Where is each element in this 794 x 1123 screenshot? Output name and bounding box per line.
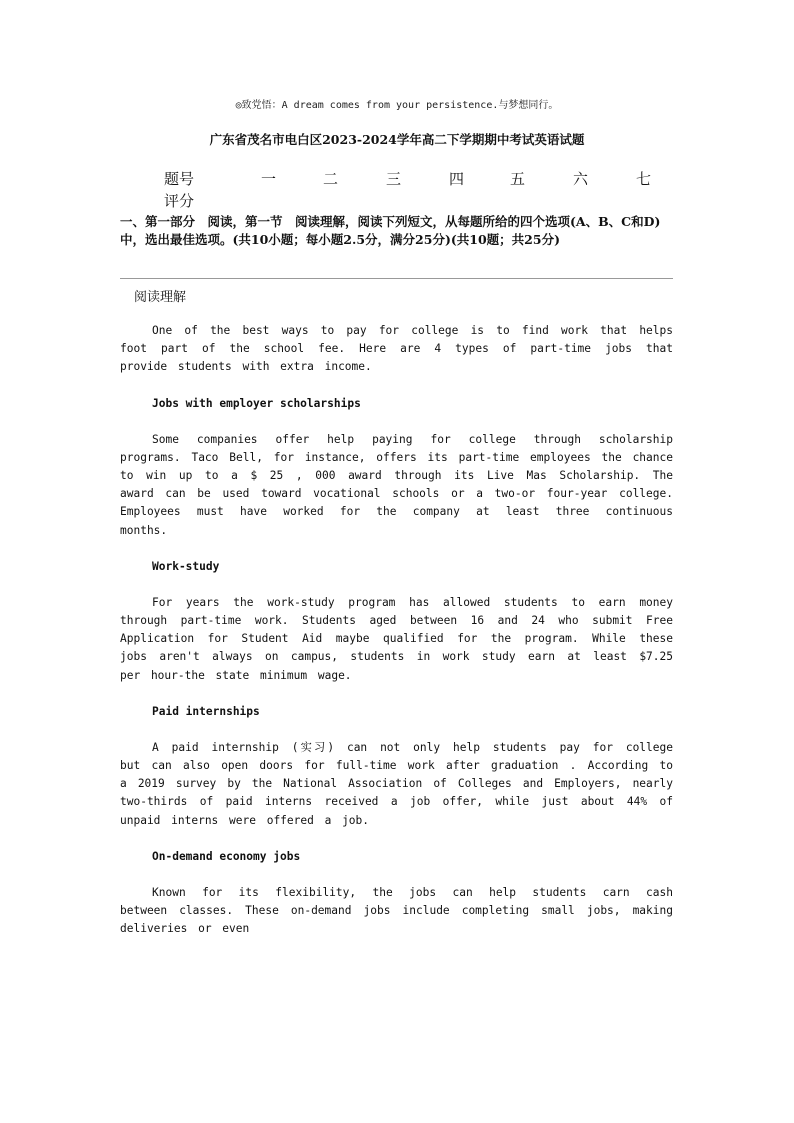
score-col-3: 三 (386, 170, 402, 188)
passage-heading: Work-study (152, 559, 220, 573)
divider (120, 278, 673, 279)
passage-heading: Paid internships (152, 704, 260, 718)
score-col-4: 四 (449, 170, 465, 188)
score-row-label: 评分 (164, 192, 195, 210)
score-col-5: 五 (510, 170, 526, 188)
score-col-1: 一 (261, 170, 277, 188)
passage-paragraph: Some companies offer help paying for college through scholarship programs. Taco Bell, for instance, offers its part-time employees the chance to win up to a $ 25 , 000 award through its Live Mas Scholarship. The award can be used toward vocational schools or a two-or four-year college. Employees must have worked for the company at least three continuous months. (120, 432, 673, 537)
passage-paragraph: Known for its flexibility, the jobs can help students carn cash between classes. These on-demand jobs include completing small jobs, making deliveries or even (120, 885, 673, 936)
score-col-6: 六 (573, 170, 589, 188)
score-row-label: 题号 (164, 170, 195, 188)
section-instructions: 一、第一部分 阅读，第一节 阅读理解，阅读下列短文，从每题所给的四个选项(A、B、C和D)中，选出最佳选项。(共10小题；每小题2.5分，满分25分)(共10题；共25分) (120, 214, 661, 247)
exam-title: 广东省茂名市电白区2023-2024学年高二下学期期中考试英语试题 (209, 132, 585, 147)
passage-heading: Jobs with employer scholarships (152, 396, 361, 410)
passage-heading: On-demand economy jobs (152, 849, 301, 863)
passage-paragraph: One of the best ways to pay for college is to find work that helps foot part of the school fee. Here are 4 types of part-time jobs that provide students with extra income. (120, 324, 673, 374)
score-col-2: 二 (323, 170, 339, 188)
reading-passage (120, 322, 673, 956)
score-col-7: 七 (636, 170, 652, 188)
passage-paragraph: A paid internship (实习) can not only help students pay for college but can also open doors for full-time work after graduation . According to a 2019 survey by the National Association of Colleges and Employers, nearly two-thirds of paid interns received a job offer, while just about 44% of unpaid interns were offered a job. (120, 740, 673, 827)
score-table-row-score (164, 190, 674, 210)
score-table-row-number (164, 168, 674, 188)
page-header-motto: ◎致党悟：A dream comes from your persistence.与梦想同行。 (235, 100, 559, 111)
passage-paragraph: For years the work-study program has allowed students to earn money through part-time work. Students aged between 16 and 24 who submit Free Application for Student Aid maybe qualified for the program. While these jobs aren't always on campus, students in work study earn at least $7.25 per hour-the state minimum wage. (120, 595, 673, 682)
section-title: 阅读理解 (134, 290, 187, 305)
